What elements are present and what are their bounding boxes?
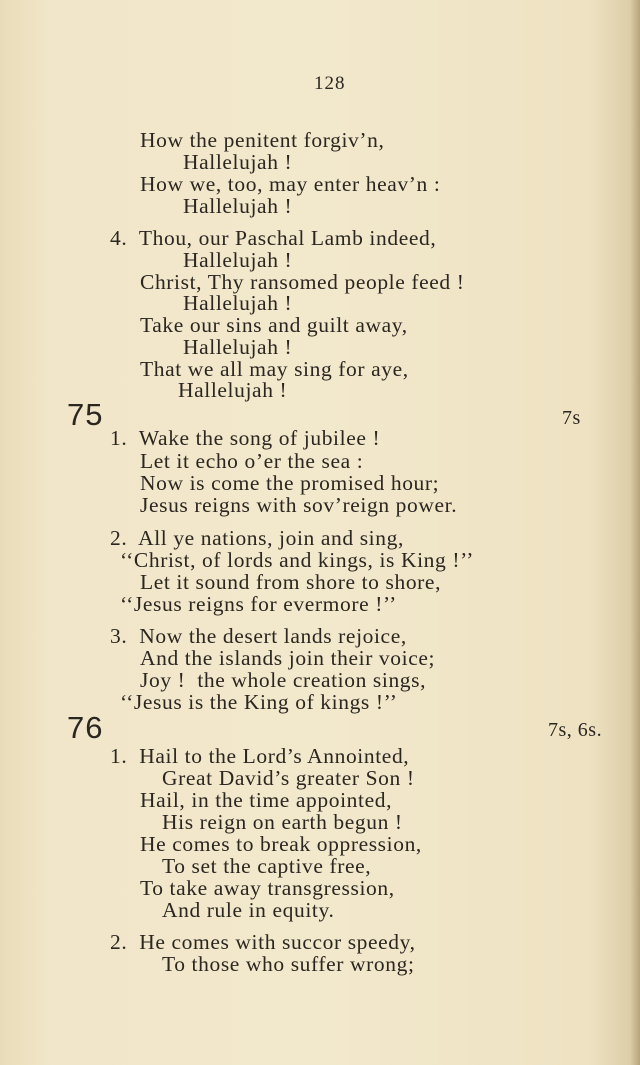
- verse-line: Hail, in the time appointed,: [140, 788, 393, 812]
- verse-line: That we all may sing for aye,: [140, 357, 409, 381]
- verse-line: Take our sins and guilt away,: [140, 313, 408, 337]
- verse-line: 3. Now the desert lands rejoice,: [110, 624, 407, 648]
- hymn-number-76: 76: [67, 710, 104, 745]
- verse-line: Hallelujah !: [183, 194, 293, 218]
- verse-line: 2. All ye nations, join and sing,: [110, 526, 404, 550]
- verse-line: Hallelujah !: [178, 378, 288, 402]
- verse-line: Hallelujah !: [183, 335, 293, 359]
- page-edge-shadow: [630, 0, 640, 1065]
- verse-line: Christ, Thy ransomed people feed !: [140, 270, 465, 294]
- verse-line: 4. Thou, our Paschal Lamb indeed,: [110, 226, 437, 250]
- verse-line: 1. Wake the song of jubilee !: [110, 426, 381, 450]
- verse-line: Hallelujah !: [183, 150, 293, 174]
- verse-line: To those who suffer wrong;: [162, 952, 415, 976]
- page-number: 128: [314, 73, 346, 94]
- verse-line: Jesus reigns with sov’reign power.: [140, 493, 458, 517]
- verse-line: Hallelujah !: [183, 291, 293, 315]
- verse-line: 2. He comes with succor speedy,: [110, 930, 416, 954]
- verse-line: Joy ! the whole creation sings,: [140, 668, 427, 692]
- hymn-meter-75: 7s: [562, 407, 581, 429]
- verse-line: Now is come the promised hour;: [140, 471, 440, 495]
- verse-line: His reign on earth begun !: [162, 810, 403, 834]
- verse-line: 1. Hail to the Lord’s Annointed,: [110, 744, 410, 768]
- hymn-number-75: 75: [67, 397, 104, 432]
- verse-line: Great David’s greater Son !: [162, 766, 415, 790]
- verse-line: ‘‘Jesus is the King of kings !’’: [120, 690, 398, 714]
- verse-line: And rule in equity.: [162, 898, 335, 922]
- hymn-meter-76: 7s, 6s.: [548, 719, 603, 741]
- verse-line: And the islands join their voice;: [140, 646, 436, 670]
- verse-line: Let it sound from shore to shore,: [140, 570, 442, 594]
- verse-line: He comes to break oppression,: [140, 832, 422, 856]
- verse-line: ‘‘Jesus reigns for evermore !’’: [120, 592, 397, 616]
- verse-line: To set the captive free,: [162, 854, 372, 878]
- verse-line: Let it echo o’er the sea :: [140, 449, 364, 473]
- verse-line: To take away transgression,: [140, 876, 395, 900]
- verse-line: Hallelujah !: [183, 248, 293, 272]
- verse-line: ‘‘Christ, of lords and kings, is King !’’: [120, 548, 475, 572]
- verse-line: How the penitent forgiv’n,: [140, 128, 385, 152]
- verse-line: How we, too, may enter heav’n :: [140, 172, 441, 196]
